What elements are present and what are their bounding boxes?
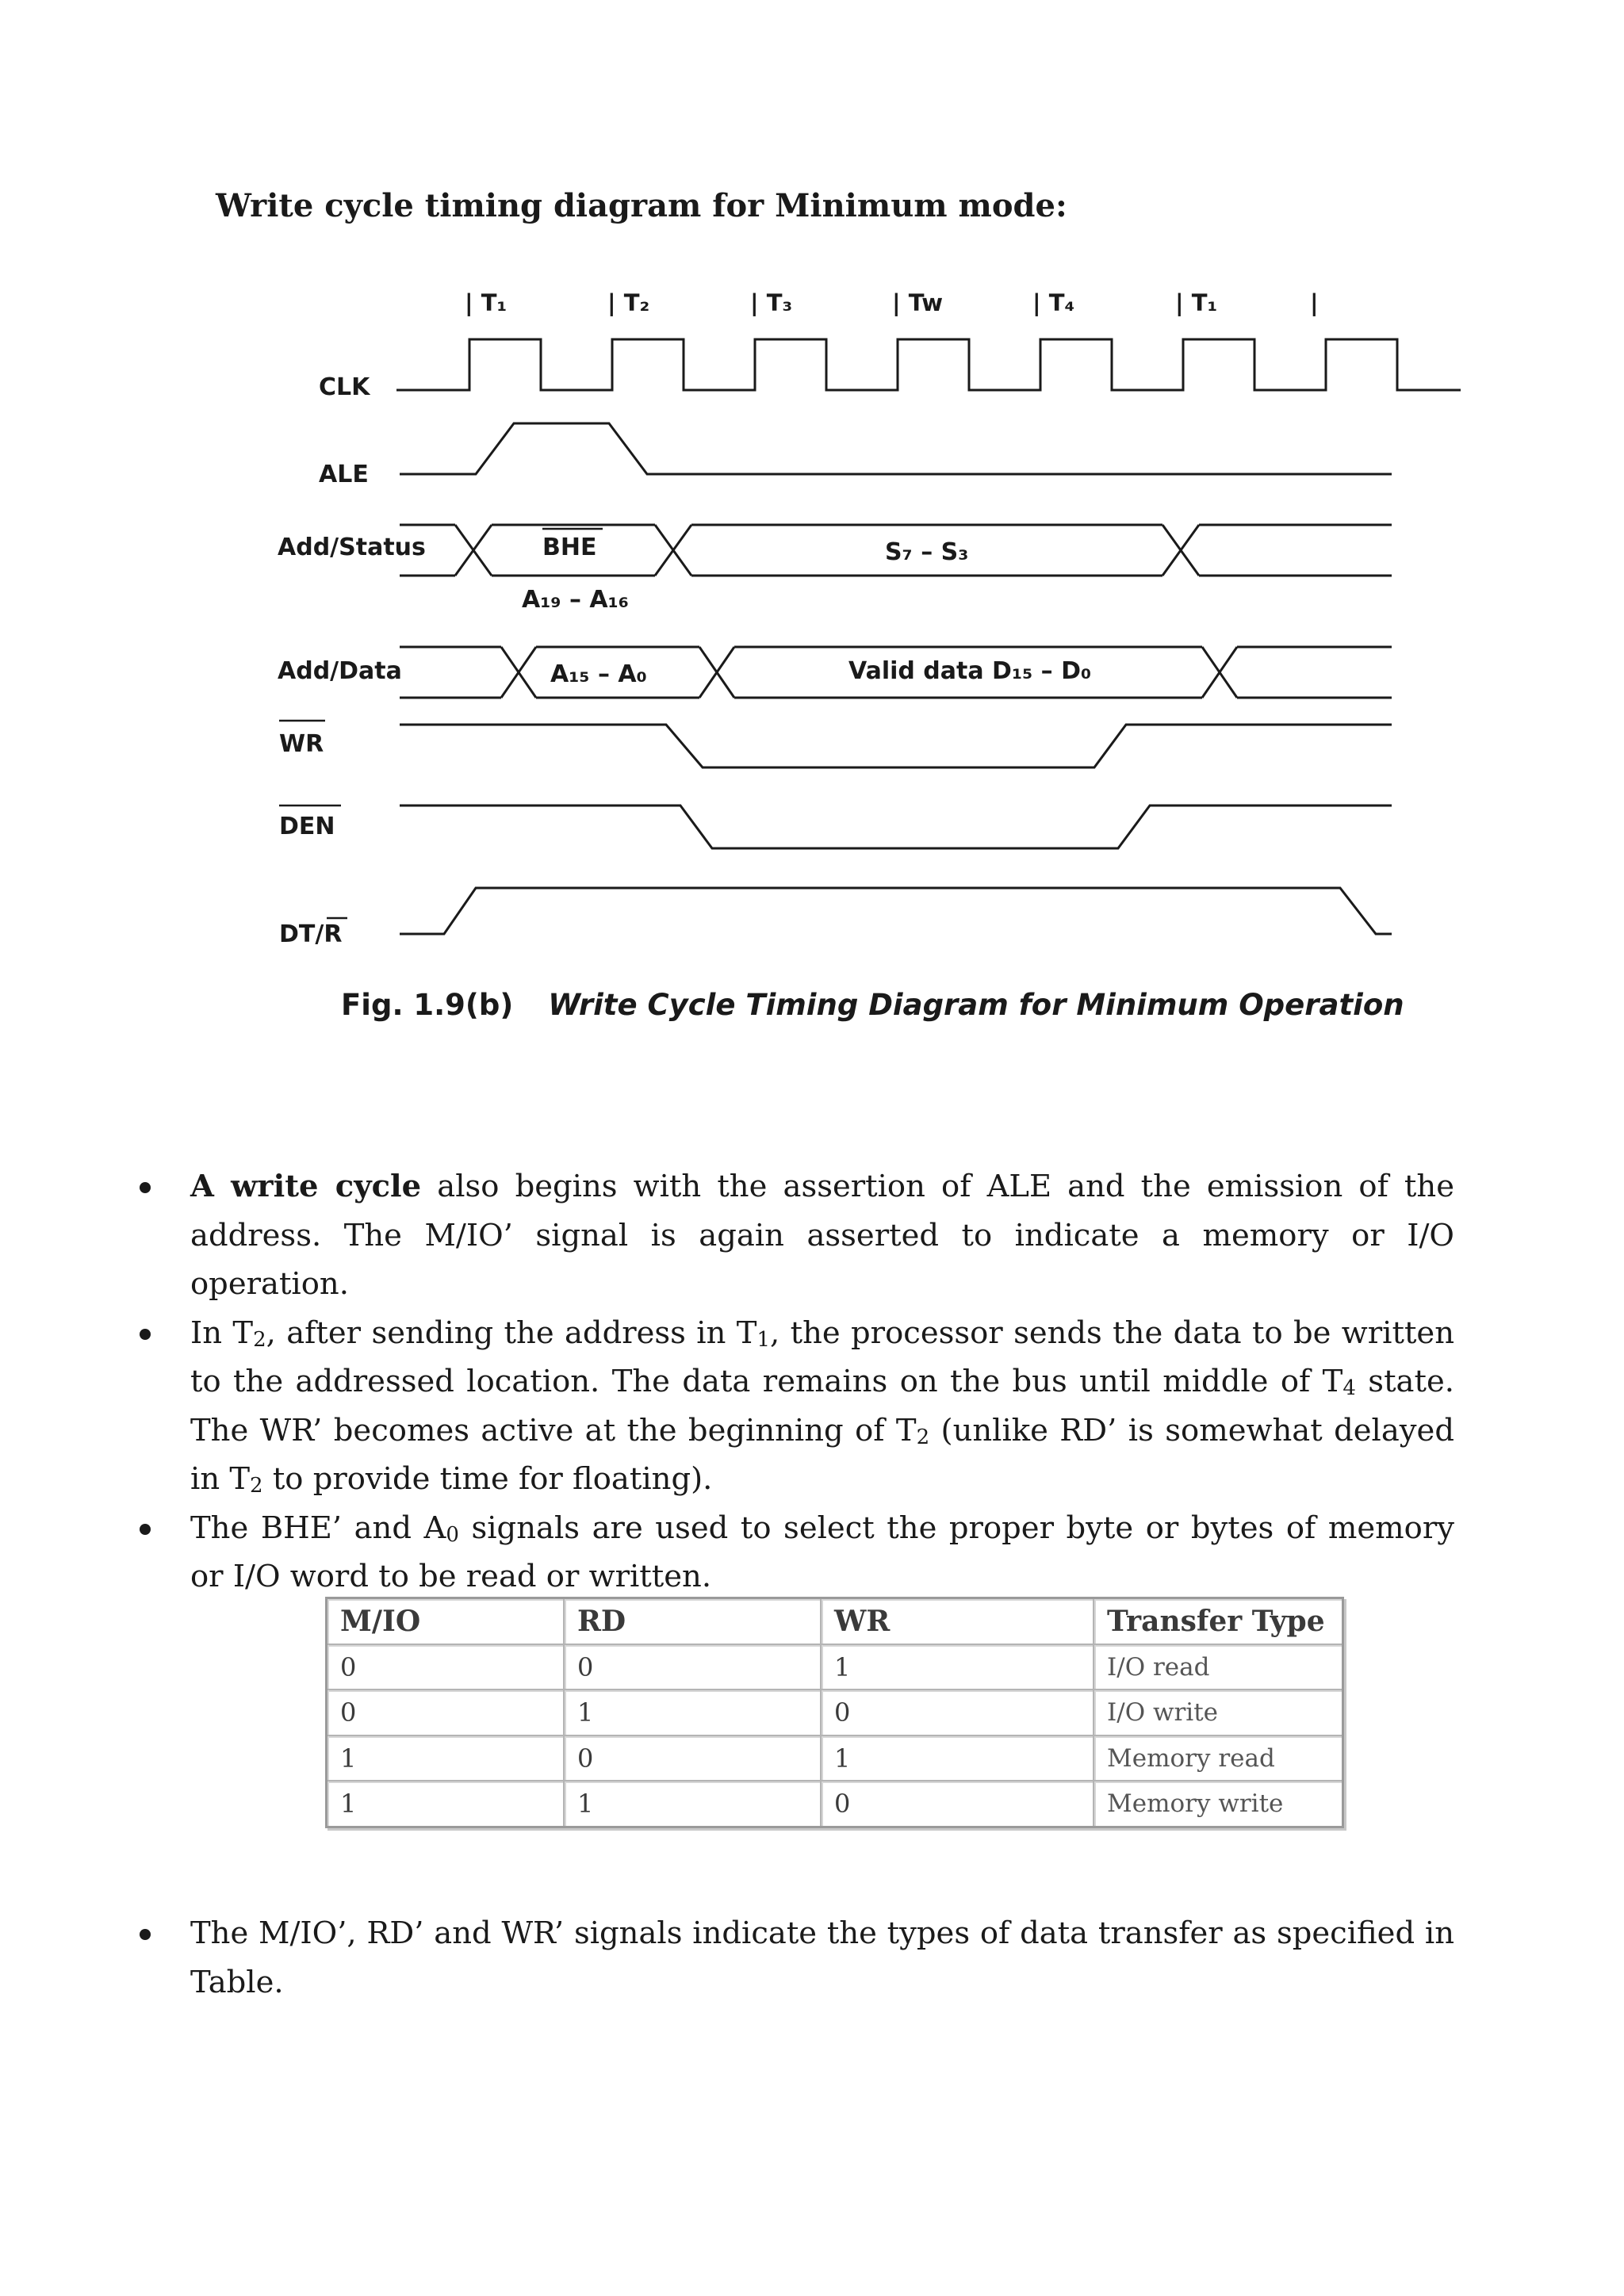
bullet-item: A write cycle also begins with the assertion of ALE and the emission of the address. The M/IO’ signal is again asserted to indicate a memory or I/O operation.	[135, 1162, 1454, 1309]
table-row	[327, 1735, 1343, 1781]
figure-number: Fig. 1.9(b)	[341, 988, 514, 1022]
table-cell: 0	[821, 1781, 1094, 1827]
column-header: WR	[821, 1598, 1094, 1645]
table-cell: 1	[327, 1735, 565, 1781]
state-marker: |	[1310, 289, 1319, 316]
s7-s3-label: S₇ – S₃	[885, 538, 969, 566]
valid-data-label: Valid data D₁₅ – D₀	[848, 657, 1092, 685]
figure-caption	[341, 988, 1404, 1022]
section-heading: Write cycle timing diagram for Minimum mode:	[216, 187, 1067, 224]
table-cell: Memory read	[1094, 1735, 1343, 1781]
signal-label-clk: CLK	[319, 373, 370, 401]
column-header: RD	[564, 1598, 821, 1645]
table-cell: 1	[821, 1735, 1094, 1781]
bullet-item: The M/IO’, RD’ and WR’ signals indicate the types of data transfer as specified in Table.	[135, 1909, 1454, 2007]
wr-waveform	[400, 725, 1392, 767]
table-cell: I/O read	[1094, 1644, 1343, 1689]
bullet-item: In $T_2$, after sending the address in $T_1$, the processor sends the data to be written to the addressed location. The data remains on the bus until middle of $T_4$ state. The WR’ becomes active at the beginning of $T_2$ (unlike RD’ is somewhat delayed in $T_2$ to provide time for floating).	[135, 1309, 1454, 1504]
table-cell: I/O write	[1094, 1689, 1343, 1735]
state-marker: | T₁	[465, 289, 508, 316]
bhe-label: BHE	[542, 534, 597, 561]
table-cell: 1	[327, 1781, 565, 1827]
state-marker: | T₂	[607, 289, 650, 316]
table-cell: 1	[564, 1689, 821, 1735]
table-cell: 0	[821, 1689, 1094, 1735]
table-cell: 0	[564, 1644, 821, 1689]
a15-a0-label: A₁₅ – A₀	[550, 660, 647, 688]
state-marker: | Tw	[892, 289, 944, 316]
figure-title: Write Cycle Timing Diagram for Minimum Operation	[548, 988, 1404, 1022]
table-cell: 0	[327, 1644, 565, 1689]
bullet-icon	[140, 1182, 151, 1193]
bullet-icon	[140, 1329, 151, 1340]
den-waveform	[400, 806, 1392, 848]
table-row	[327, 1781, 1343, 1827]
clk-waveform	[396, 339, 1461, 390]
state-marker: | T₄	[1032, 289, 1075, 316]
timing-diagram	[0, 0, 1624, 983]
bullet-item: The BHE’ and $A_0$ signals are used to select the proper byte or bytes of memory or I/O word to be read or written.	[135, 1504, 1454, 1601]
table-cell: 1	[821, 1644, 1094, 1689]
table-cell: 0	[564, 1735, 821, 1781]
signal-label-den: DEN	[279, 813, 335, 840]
table-row	[327, 1644, 1343, 1689]
signal-label-dtr: DT/R	[279, 920, 343, 948]
column-header: Transfer Type	[1094, 1598, 1343, 1645]
signal-label-add-status: Add/Status	[278, 534, 426, 561]
table-header-row	[327, 1598, 1343, 1645]
table-cell: Memory write	[1094, 1781, 1343, 1827]
bullet-list	[135, 1162, 1454, 1601]
dtr-waveform	[400, 888, 1392, 934]
signal-label-wr: WR	[279, 730, 324, 758]
a19-a16-label: A₁₉ – A₁₆	[522, 586, 629, 614]
table-row	[327, 1689, 1343, 1735]
transfer-type-table	[325, 1597, 1344, 1828]
bullet-icon	[140, 1524, 151, 1535]
ale-waveform	[400, 423, 1392, 474]
bullet-list-final	[135, 1909, 1454, 2007]
table-cell: 0	[327, 1689, 565, 1735]
bullet-icon	[140, 1929, 151, 1940]
column-header: M/IO	[327, 1598, 565, 1645]
signal-label-ale: ALE	[319, 461, 369, 488]
state-marker: | T₁	[1175, 289, 1218, 316]
signal-label-add-data: Add/Data	[278, 657, 402, 685]
table-cell: 1	[564, 1781, 821, 1827]
state-marker: | T₃	[750, 289, 793, 316]
